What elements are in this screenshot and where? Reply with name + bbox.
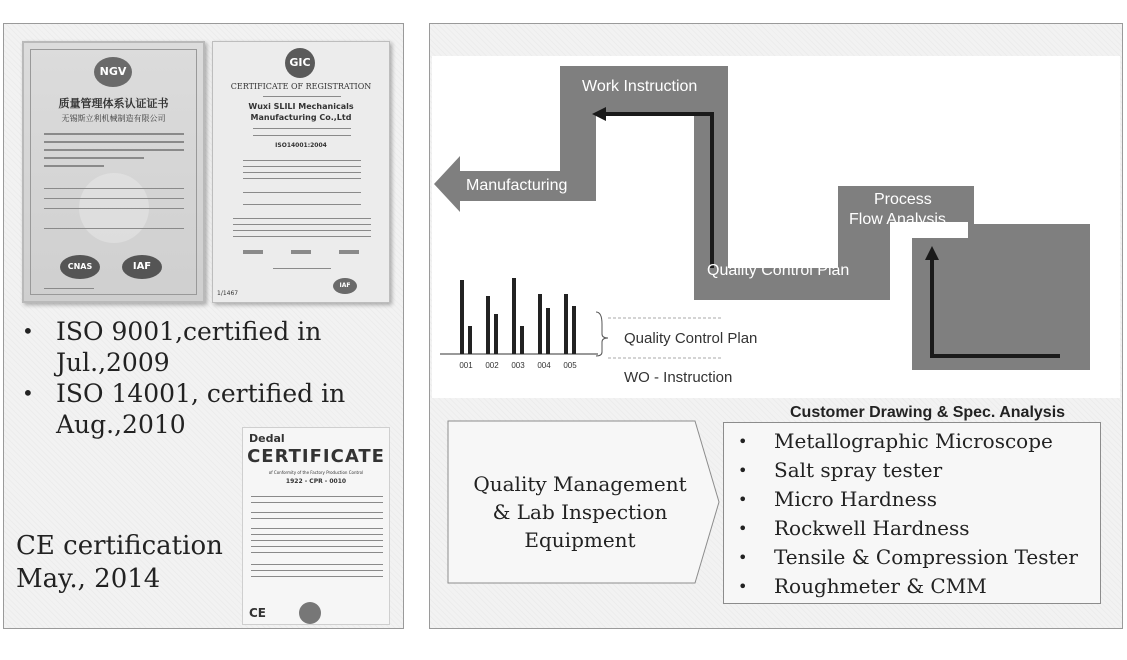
legend-bar xyxy=(564,294,568,354)
registration-company-2: Manufacturing Co.,Ltd xyxy=(250,113,352,122)
legend-bar xyxy=(468,326,472,354)
legend-bar-label: 001 xyxy=(459,361,473,370)
registration-corner-number: 1/1467 xyxy=(217,290,239,297)
gic-logo: GIC xyxy=(285,48,315,78)
registration-company-1: Wuxi SLILI Mechanicals xyxy=(248,102,354,111)
flow-path xyxy=(434,66,1090,370)
bullet-iso14001: • ISO 14001, certified in Aug.,2010 xyxy=(18,378,398,440)
legend-bar-label: 004 xyxy=(537,361,551,370)
legend-quality-control-plan: Quality Control Plan xyxy=(624,330,758,347)
flow-path-shape xyxy=(434,66,1090,370)
qm-line1: Quality Management xyxy=(473,472,687,496)
ce-cert-brand: Dedal xyxy=(249,432,285,445)
legend-bar-label: 005 xyxy=(563,361,577,370)
equipment-list xyxy=(732,427,1078,601)
quality-flow-diagram xyxy=(432,56,1120,421)
flow-path-graphic xyxy=(432,56,1120,398)
certifications-panel xyxy=(3,23,404,629)
equipment-item: • Micro Hardness xyxy=(732,485,1078,514)
equipment-item: • Tensile & Compression Tester xyxy=(732,543,1078,572)
qm-line2: & Lab Inspection xyxy=(492,500,668,524)
ce-cert-subtitle: of Conformity of the Factory Production Control xyxy=(268,470,364,475)
cnas-badge: CNAS xyxy=(60,255,100,279)
step-work-instruction: Work Instruction xyxy=(582,78,698,95)
legend-bar xyxy=(546,308,550,354)
ngv-certificate-image xyxy=(22,41,205,303)
legend-bar-label: 002 xyxy=(485,361,499,370)
equipment-item: • Rockwell Hardness xyxy=(732,514,1078,543)
legend-bar xyxy=(486,296,490,354)
legend-bar-label: 003 xyxy=(511,361,525,370)
ngv-certificate-title: 质量管理体系认证证书 xyxy=(58,97,169,110)
ce-cert-seal xyxy=(299,602,321,624)
equipment-item: • Metallographic Microscope xyxy=(732,427,1078,456)
qm-title xyxy=(460,470,700,554)
certification-bullets xyxy=(18,316,398,440)
registration-title: CERTIFICATE OF REGISTRATION xyxy=(230,82,372,91)
legend-brace xyxy=(596,312,608,356)
legend-bar xyxy=(494,314,498,354)
iaf-mark: IAF xyxy=(333,278,357,294)
iaf-badge: IAF xyxy=(122,255,162,279)
quality-process-panel xyxy=(429,23,1123,629)
legend-bar xyxy=(520,326,524,354)
ce-certification-date: May., 2014 xyxy=(16,564,161,594)
equipment-item: • Roughmeter & CMM xyxy=(732,572,1078,601)
legend-bar xyxy=(512,278,516,354)
step-quality-control-plan: Quality Control Plan xyxy=(707,262,850,279)
ce-cert-title: CERTIFICATE xyxy=(247,446,385,467)
legend-bar xyxy=(538,294,542,354)
step-process-flow-2: Flow Analysis xyxy=(849,211,946,228)
step-manufacturing: Manufacturing xyxy=(466,177,568,194)
bullet-iso9001: • ISO 9001,certified in Jul.,2009 xyxy=(18,316,398,378)
legend-bar xyxy=(572,306,576,354)
step-process-flow-1: Process xyxy=(874,191,932,208)
legend-bar xyxy=(460,280,464,354)
ce-certification-line1: CE certification xyxy=(16,531,223,561)
ce-cert-code: 1922 - CPR - 0010 xyxy=(285,478,347,485)
ce-mark: CE xyxy=(249,606,267,620)
ce-certificate-image xyxy=(242,427,390,625)
qm-line3: Equipment xyxy=(524,528,636,552)
ce-certification-text xyxy=(16,530,223,596)
registration-certificate-image xyxy=(212,41,390,303)
legend-wo-instruction: WO - Instruction xyxy=(624,369,733,386)
ngv-logo: NGV xyxy=(94,57,132,87)
equipment-item: • Salt spray tester xyxy=(732,456,1078,485)
legend-bar-graphic xyxy=(440,278,722,370)
registration-standard: ISO14001:2004 xyxy=(275,142,327,149)
ngv-certificate-company: 无锡斯立利机械制造有限公司 xyxy=(61,114,166,123)
equipment-list-box xyxy=(723,422,1101,604)
step-customer-drawing: Customer Drawing & Spec. Analysis xyxy=(790,404,1066,421)
